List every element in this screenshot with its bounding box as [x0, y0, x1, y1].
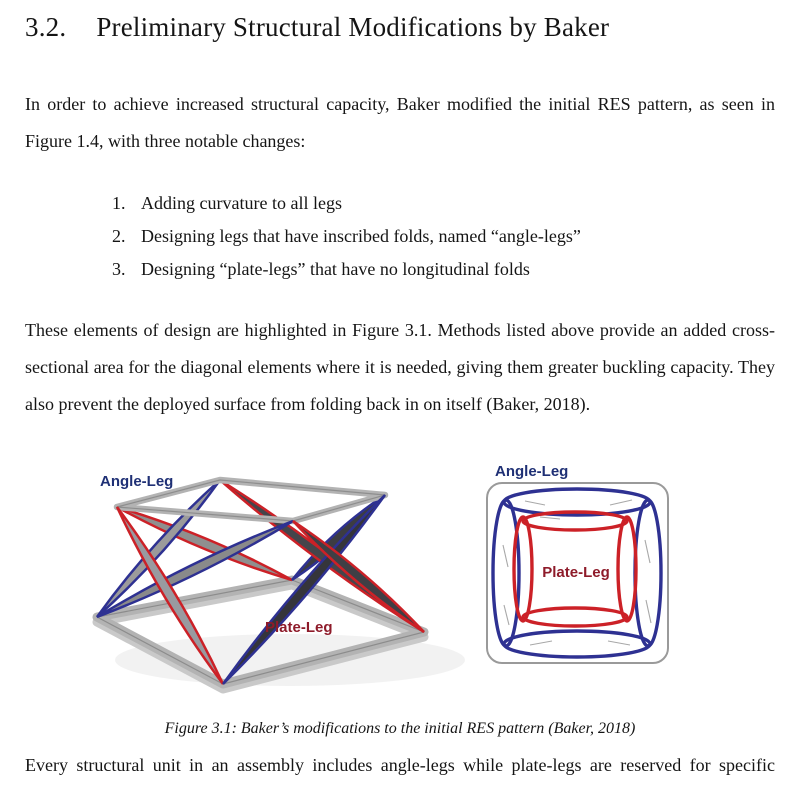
figure-3-1 [0, 448, 800, 708]
section-heading [25, 12, 775, 43]
paragraph-intro: In order to achieve increased structural capacity, Baker modified the initial RES pattern, as seen in Figure 1.4, with three notable changes: [25, 94, 775, 151]
figure-caption: Figure 3.1: Baker’s modifications to the initial RES pattern (Baker, 2018) [164, 720, 636, 737]
list-item [112, 187, 712, 220]
top-view-diagram [470, 455, 690, 670]
angle-leg-label: Angle-Leg [100, 473, 174, 490]
list-item [112, 253, 712, 286]
list-item-text: Designing “plate-legs” that have no longitudinal folds [141, 259, 530, 279]
angle-leg-label: Angle-Leg [495, 463, 569, 480]
list-item-number: 3. [112, 259, 126, 279]
paragraph-design-elements: These elements of design are highlighted in Figure 3.1. Methods listed above provide an added cross-sectional area for the diagonal elements where it is needed, giving them greater buckling capacity. They also prevent the deployed surface from folding back in on itself (Baker, 2018). [25, 320, 775, 414]
list-item-text: Adding curvature to all legs [141, 193, 342, 213]
list-item [112, 220, 712, 253]
list-item-text: Designing legs that have inscribed folds, named “angle-legs” [141, 226, 581, 246]
modifications-list [112, 187, 712, 286]
list-item-number: 1. [112, 193, 126, 213]
paragraph-assembly: Every structural unit in an assembly includes angle-legs while plate-legs are reserved for specific [25, 755, 775, 775]
list-item-number: 2. [112, 226, 126, 246]
plate-leg-label: Plate-Leg [542, 564, 610, 581]
plate-leg-label: Plate-Leg [265, 619, 333, 636]
section-title: Preliminary Structural Modifications by Baker [96, 12, 610, 42]
structure-photo [70, 448, 470, 705]
section-number: 3.2. [25, 12, 67, 42]
